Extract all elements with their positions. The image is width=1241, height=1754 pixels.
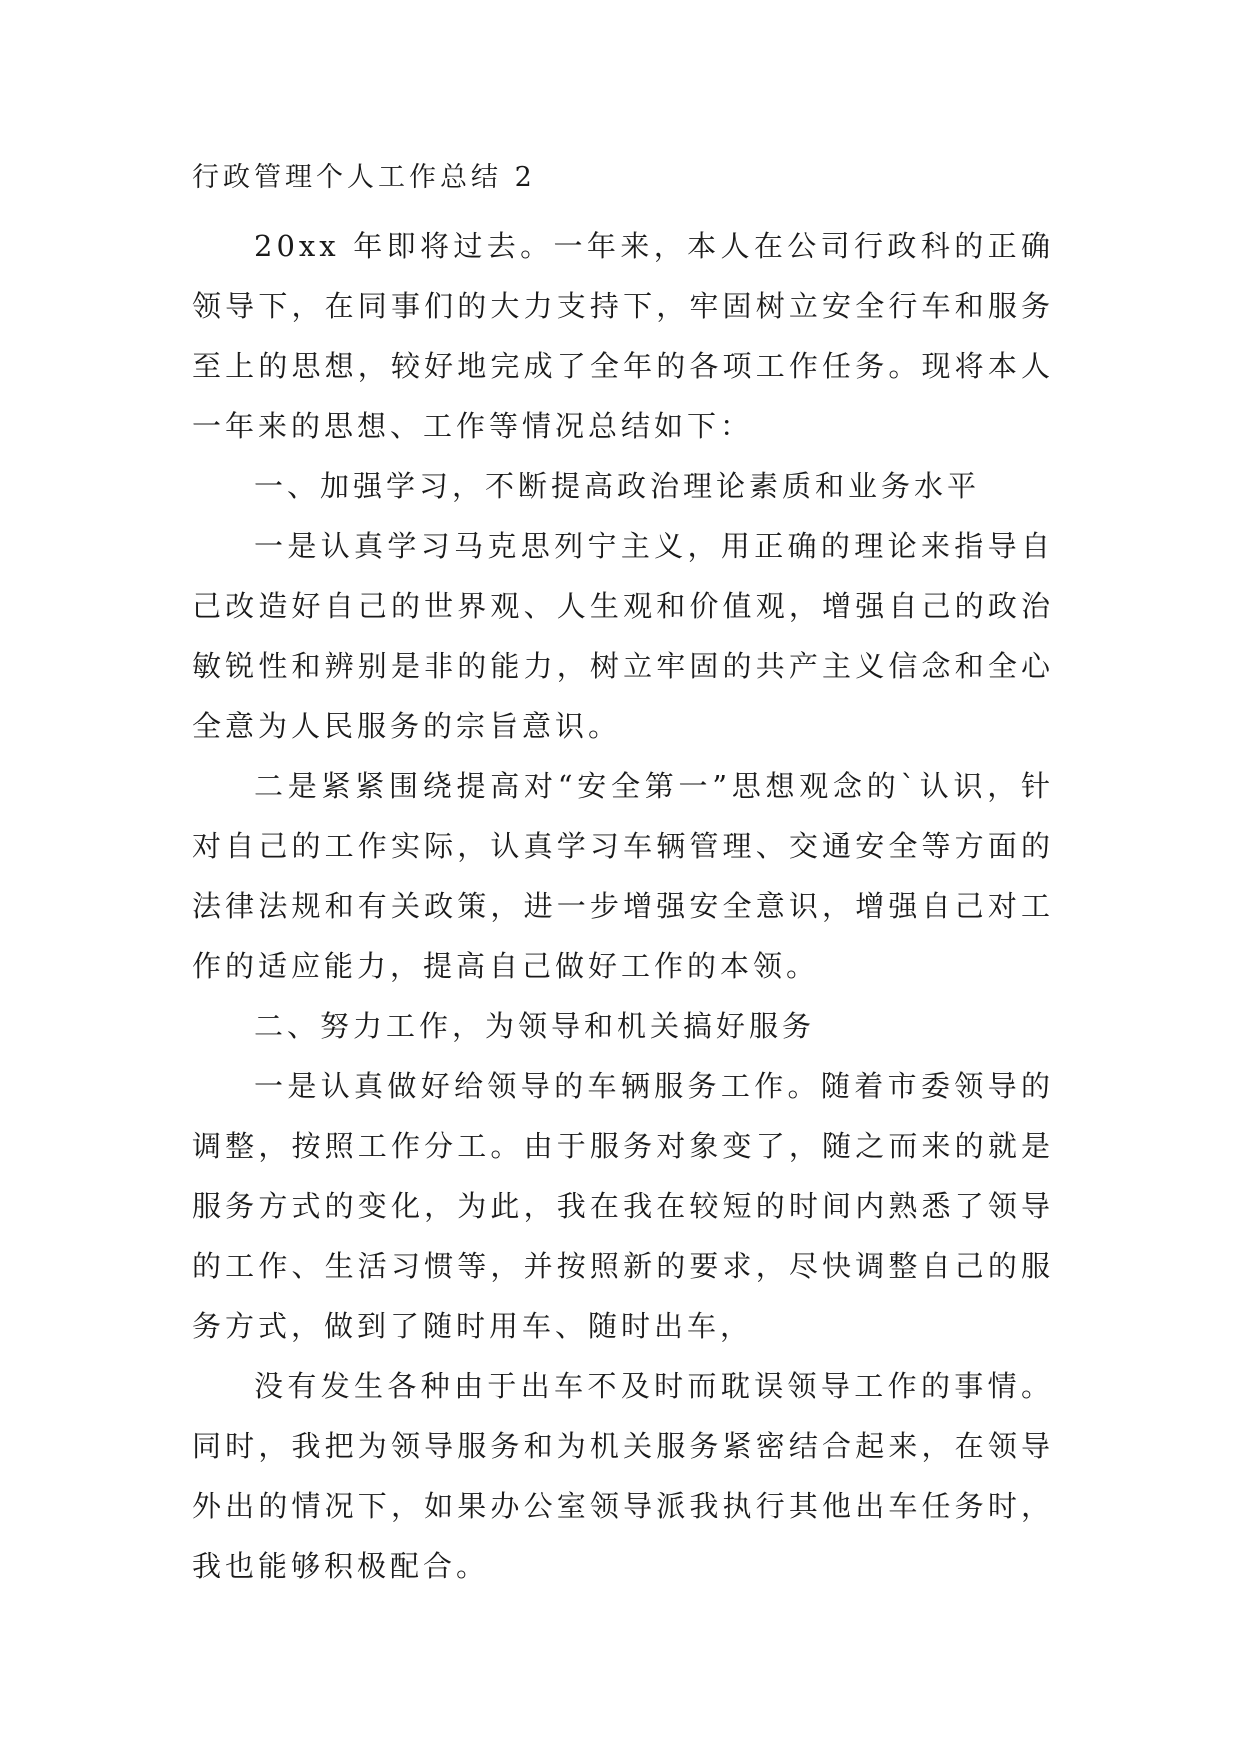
paragraph-study-theory: 一是认真学习马克思列宁主义，用正确的理论来指导自己改造好自己的世界观、人生观和价值观，增强自己的政治敏锐性和辨别是非的能力，树立牢固的共产主义信念和全心全意为人民服务的宗旨意识。 [192, 529, 1054, 743]
section-heading-service: 二、努力工作，为领导和机关搞好服务 [254, 1009, 816, 1043]
document-page [192, 158, 1054, 1596]
paragraph-service-cooperation: 没有发生各种由于出车不及时而耽误领导工作的事情。同时，我把为领导服务和为机关服务紧密结合起来，在领导外出的情况下，如果办公室领导派我执行其他出车任务时，我也能够积极配合。 [192, 1369, 1054, 1583]
paragraph-study-safety: 二是紧紧围绕提高对“安全第一”思想观念的`认识，针对自己的工作实际，认真学习车辆管理、交通安全等方面的法律法规和有关政策，进一步增强安全意识，增强自己对工作的适应能力，提高自己做好工作的本领。 [192, 769, 1054, 983]
paragraph-service-vehicle: 一是认真做好给领导的车辆服务工作。随着市委领导的调整，按照工作分工。由于服务对象变了，随之而来的就是服务方式的变化，为此，我在我在较短的时间内熟悉了领导的工作、生活习惯等，并按照新的要求，尽快调整自己的服务方式，做到了随时用车、随时出车， [192, 1069, 1054, 1343]
section-heading-study: 一、加强学习，不断提高政治理论素质和业务水平 [254, 469, 981, 503]
paragraph-intro: 20xx 年即将过去。一年来，本人在公司行政科的正确领导下，在同事们的大力支持下，牢固树立安全行车和服务至上的思想，较好地完成了全年的各项工作任务。现将本人一年来的思想、工作等情况总结如下： [192, 229, 1054, 443]
document-title: 行政管理个人工作总结 2 [192, 162, 536, 193]
